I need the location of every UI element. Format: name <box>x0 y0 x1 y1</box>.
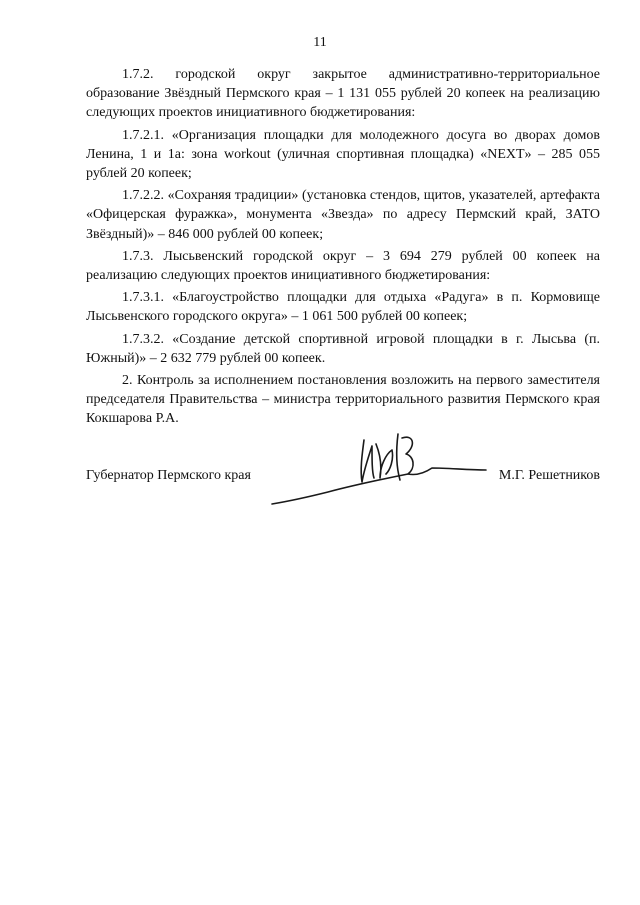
paragraph-1-7-3-2: 1.7.3.2. «Создание детской спортивной игровой площадки в г. Лысьва (п. Южный)» – 2 632 779 рублей 00 копеек. <box>86 331 600 366</box>
paragraph-1-7-2-1: 1.7.2.1. «Организация площадки для молодежного досуга во дворах домов Ленина, 1 и 1а: зона workout (уличная спортивная площадка) «NEXT» – 285 055 рублей 20 копеек; <box>86 127 600 182</box>
signatory-title: Губернатор Пермского края <box>86 468 251 483</box>
signature-block <box>86 467 600 497</box>
paragraph-1-7-2-2: 1.7.2.2. «Сохраняя традиции» (установка стендов, щитов, указателей, артефакта «Офицерская фуражка», монумента «Звезда» по адресу Пермский край, ЗАТО Звёздный)» – 846 000 рублей 00 копеек; <box>86 188 600 242</box>
paragraph-1-7-3: 1.7.3. Лысьвенский городской округ – 3 694 279 рублей 00 копеек на реализацию следующих проектов инициативного бюджетирования: <box>86 248 600 284</box>
page-number: 11 <box>313 35 327 50</box>
paragraph-1-7-2: 1.7.2. городской округ закрытое административно-территориальное образование Звёздный Пермского края – 1 131 055 рублей 20 копеек на реализацию следующих проектов инициативного бюджетирования: <box>86 67 600 121</box>
paragraph-2-control: 2. Контроль за исполнением постановления возложить на первого заместителя председателя Правительства – министра территориального развития Пермского края Кокшарова Р.А. <box>86 373 600 427</box>
paragraph-1-7-3-1: 1.7.3.1. «Благоустройство площадки для отдыха «Радуга» в п. Кормовище Лысьвенского городского округа» – 1 061 500 рублей 00 копеек; <box>86 290 600 325</box>
document-body <box>86 65 600 432</box>
signatory-name: М.Г. Решетников <box>498 468 600 483</box>
